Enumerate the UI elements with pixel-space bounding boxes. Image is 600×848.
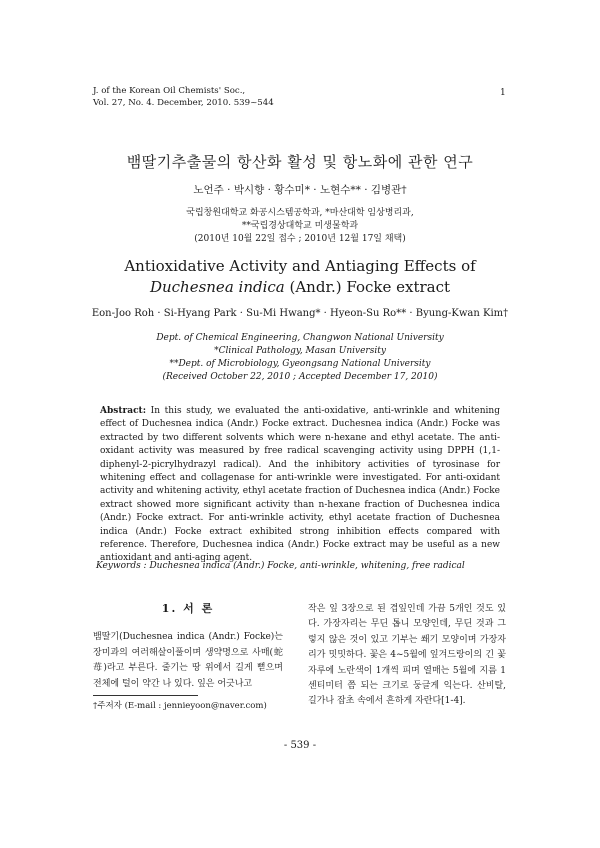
journal-volume: Vol. 27, No. 4. December, 2010. 539~544 (93, 98, 274, 108)
english-affiliation-3: **Dept. of Microbiology, Gyeongsang National University (169, 359, 431, 369)
intro-left-text: 뱀딸기(Duchesnea indica (Andr.) Focke)는 장미과의 여러해살이풀이며 생약명으로 사매(蛇苺)라고 부른다. 줄기는 땅 위에서 길게 뻗으며 전체에 털이 약간 나 있다. 잎은 어긋나고 (93, 632, 283, 689)
english-authors: Eon-Joo Roh · Si-Hyang Park · Su-Mi Hwang* · Hyeon-Su Ro** · Byung-Kwan Kim† (91, 308, 509, 319)
section-heading: 1. 서 론 (161, 602, 215, 615)
korean-dates: (2010년 10월 22일 접수 ; 2010년 12월 17일 채택) (194, 234, 406, 244)
title-rest: (Andr.) Focke extract (284, 278, 451, 296)
english-dates: (Received October 22, 2010 ; Accepted December 17, 2010) (162, 372, 438, 382)
english-affiliation-2: *Clinical Pathology, Masan University (214, 346, 386, 356)
title-species: Duchesnea indica (149, 278, 285, 296)
abstract-text: In this study, we evaluated the anti-oxidative, anti-wrinkle and whitening effect of Duchesnea indica (Andr.) Focke extract. Duchesnea indica (Andr.) Focke was extracted by two different solvents which were n-hexane and ethyl acetate. The anti-oxidant activity was measured by free radical scavenging activity using DPPH (1,1-diphenyl-2-picrylhydrazyl radical). And the inhibitory activities of tyrosinase for whitening effect and collagenase for anti-wrinkle were investigated. For anti-oxidant activity and whitening activity, ethyl acetate fraction of Duchesnea indica (Andr.) Focke extract showed more significant activity than n-hexane fraction of Duchesnea indica (Andr.) Focke extract. For anti-wrinkle activity, ethyl acetate fraction of Duchesnea indica (Andr.) Focke extract exhibited strong inhibition effects compared with reference. Therefore, Duchesnea indica (Andr.) Focke extract may be useful as a new antioxidant and anti-aging agent. (100, 406, 500, 564)
korean-affiliation-2: **국립경상대학교 미생물학과 (241, 221, 359, 231)
korean-title: 뱀딸기추출물의 항산화 활성 및 항노화에 관한 연구 (126, 153, 474, 171)
abstract (100, 405, 500, 566)
english-title-line1: Antioxidative Activity and Antiaging Effects of (124, 257, 476, 275)
journal-name: J. of the Korean Oil Chemists' Soc., (93, 86, 246, 96)
intro-right-text: 작은 잎 3장으로 된 겹잎인데 가끔 5개인 것도 있다. 가장자리는 무딘 톱니 모양인데, 무딘 것과 그렇지 않은 것이 있고 기부는 쐐기 모양이며 가장자리가 밋밋하다. 꽃은 4~5월에 잎겨드랑이의 긴 꽃자루에 노란색이 1개씩 피며 열매는 5월에 지름 1센티미터 쯤 되는 크기로 둥글게 익는다. 산비탈, 길가나 잡초 속에서 흔하게 자란다[1-4]. (308, 604, 506, 707)
korean-authors: 노언주 · 박시향 · 황수미* · 노현수** · 김병관† (193, 184, 407, 196)
english-affiliation-1: Dept. of Chemical Engineering, Changwon National University (156, 333, 444, 343)
footnote-rule (93, 695, 198, 696)
footnote: †주저자 (E-mail : jennieyoon@naver.com) (93, 701, 267, 711)
page-number-top: 1 (500, 88, 506, 98)
keywords: Keywords : Duchesnea indica (Andr.) Focke, anti-wrinkle, whitening, free radical (96, 561, 465, 571)
korean-affiliation-1: 국립창원대학교 화공시스템공학과, *마산대학 임상병리과, (186, 208, 414, 218)
english-title-line2 (0, 277, 600, 298)
abstract-label: Abstract: (100, 406, 147, 416)
page-number: - 539 - (283, 740, 317, 751)
